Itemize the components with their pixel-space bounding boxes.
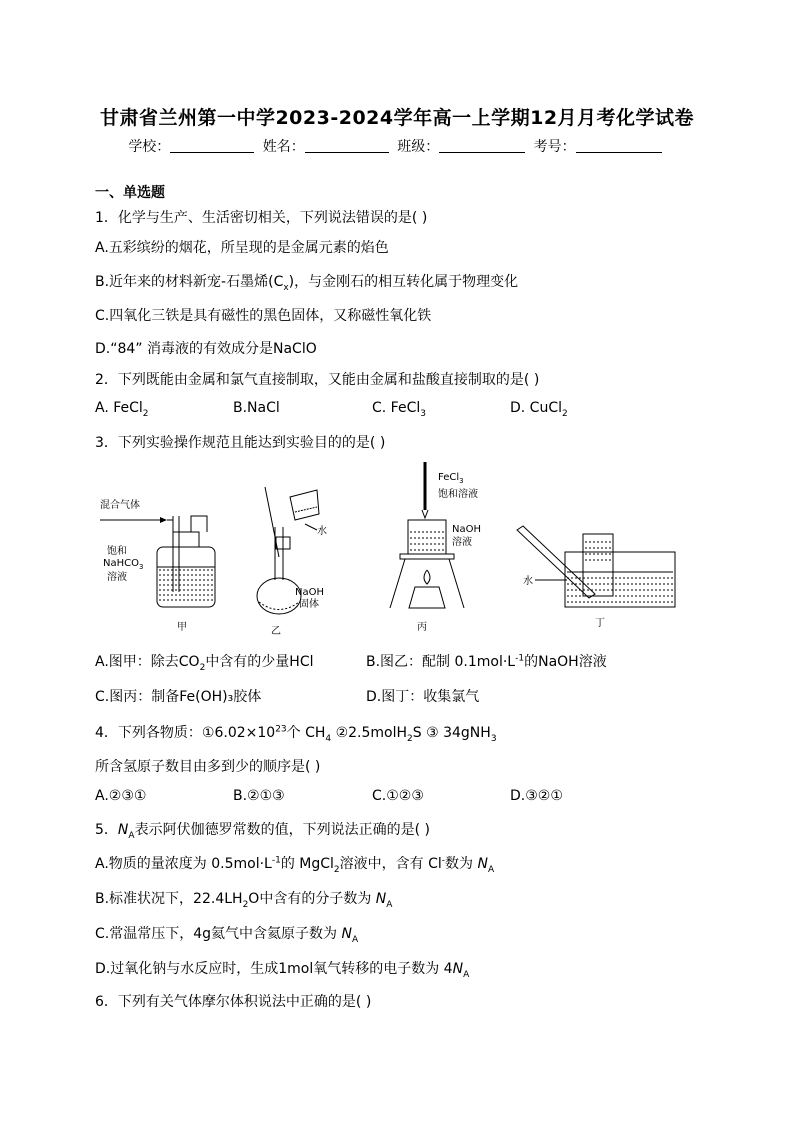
name-blank[interactable] [305,138,389,153]
q3-option-d: D.图丁：收集氯气 [366,689,480,705]
q2-option-c: C. FeCl$_3$ [372,400,426,419]
yi-label: 乙 [271,626,281,637]
q2-option-a: A. FeCl$_2$ [95,400,149,419]
q5-option-a: A.物质的量浓度为 $0.5mol\cdot L^{-1}$的 MgCl$_2$溶液中，含有 Cl-数为 $N_A$ [95,855,495,875]
bing-label: 丙 [417,622,427,633]
id-label: 考号： [533,139,576,155]
q4-option-d: D.③②① [510,788,563,804]
yi-water-label: 水 [317,526,327,537]
q1-stem: 1．化学与生产、生活密切相关，下列说法错误的是( ) [95,210,428,226]
q5-stem: 5．$N_A$表示阿伏伽德罗常数的值，下列说法正确的是( ) [95,822,430,841]
q1-option-b: B.近年来的材料新宠-石墨烯$(C_x)$，与金刚石的相互转化属于物理变化 [95,274,519,293]
q1-option-a: A.五彩缤纷的烟花，所呈现的是金属元素的焰色 [95,240,389,256]
arrow-head-icon [160,517,167,523]
bing-sat-label: 饱和溶液 [438,489,478,500]
q1-option-d: D.“84” 消毒液的有效成分是NaClO [95,341,317,357]
school-blank[interactable] [170,138,254,153]
q2-option-b: B.NaCl [233,400,280,416]
q3-stem: 3．下列实验操作规范且能达到实验目的的是( ) [95,435,386,451]
yi-naoh-label-2: 固体 [299,599,319,610]
q6-stem: 6．下列有关气体摩尔体积说法中正确的是( ) [95,994,372,1010]
apparatus-jia [100,498,215,633]
jia-gas-label: 混合气体 [100,500,140,511]
jia-sol-label-2: NaHCO$_3$ [103,558,144,571]
ding-water-label: 水 [523,576,533,587]
class-blank[interactable] [439,138,525,153]
q5-option-d: D.过氧化钠与水反应时，生成1mol氧气转移的电子数为 $4N_A$ [95,961,470,980]
jia-sol-label-3: 溶液 [107,572,127,583]
q4-stem-line2: 所含氢原子数目由多到少的顺序是( ) [95,759,321,775]
apparatus-ding [517,526,675,629]
id-blank[interactable] [576,138,662,153]
q1-option-c: C.四氧化三铁是具有磁性的黑色固体，又称磁性氧化铁 [95,308,432,324]
q2-stem: 2．下列既能由金属和氯气直接制取，又能由金属和盐酸直接制取的是( ) [95,372,540,388]
exam-title: 甘肃省兰州第一中学2023-2024学年高一上学期12月月考化学试卷 [99,107,695,129]
flame-icon [424,570,430,584]
apparatus-yi [257,487,327,637]
section-title: 一、单选题 [95,185,165,201]
bing-naoh-label-2: 溶液 [452,537,472,548]
name-label: 姓名： [262,139,305,155]
ding-label: 丁 [595,618,605,629]
q4-stem: 4．下列各物质：$①6.02\times 10^{23}$个 $CH_4$ ②2.5molH$_2$S ③ 34gNH$_3$ [95,724,497,744]
jia-label: 甲 [177,622,187,633]
q3-option-c: C.图丙：制备Fe(OH)₃胶体 [95,689,262,705]
q2-option-d: D. CuCl$_2$ [510,400,568,419]
q3-option-a: A.图甲：除去$CO_2$中含有的少量HCl [95,654,314,673]
q4-option-a: A.②③① [95,788,147,804]
jia-sol-label-1: 饱和 [107,546,127,557]
apparatus-bing [390,462,481,633]
bing-naoh-label-1: NaOH [452,524,481,535]
yi-naoh-label-1: NaOH [295,587,324,598]
student-info-row [0,136,794,156]
class-label: 班级： [397,139,440,155]
q5-option-b: B.标准状况下，$22.4LH_2O$中含有的分子数为 $N_A$ [95,891,393,910]
q4-option-b: B.②①③ [233,788,285,804]
q4-option-c: C.①②③ [372,788,424,804]
q5-option-c: C.常温常压下，4g氦气中含氦原子数为 $N_A$ [95,926,359,945]
bing-fecl-label: FeCl$_3$ [438,472,464,485]
q3-option-b: B.图乙：配制 $0.1mol\cdot L^{-1}$的NaOH溶液 [366,653,607,670]
q3-apparatus-figure [95,462,695,642]
school-label: 学校： [128,139,171,155]
